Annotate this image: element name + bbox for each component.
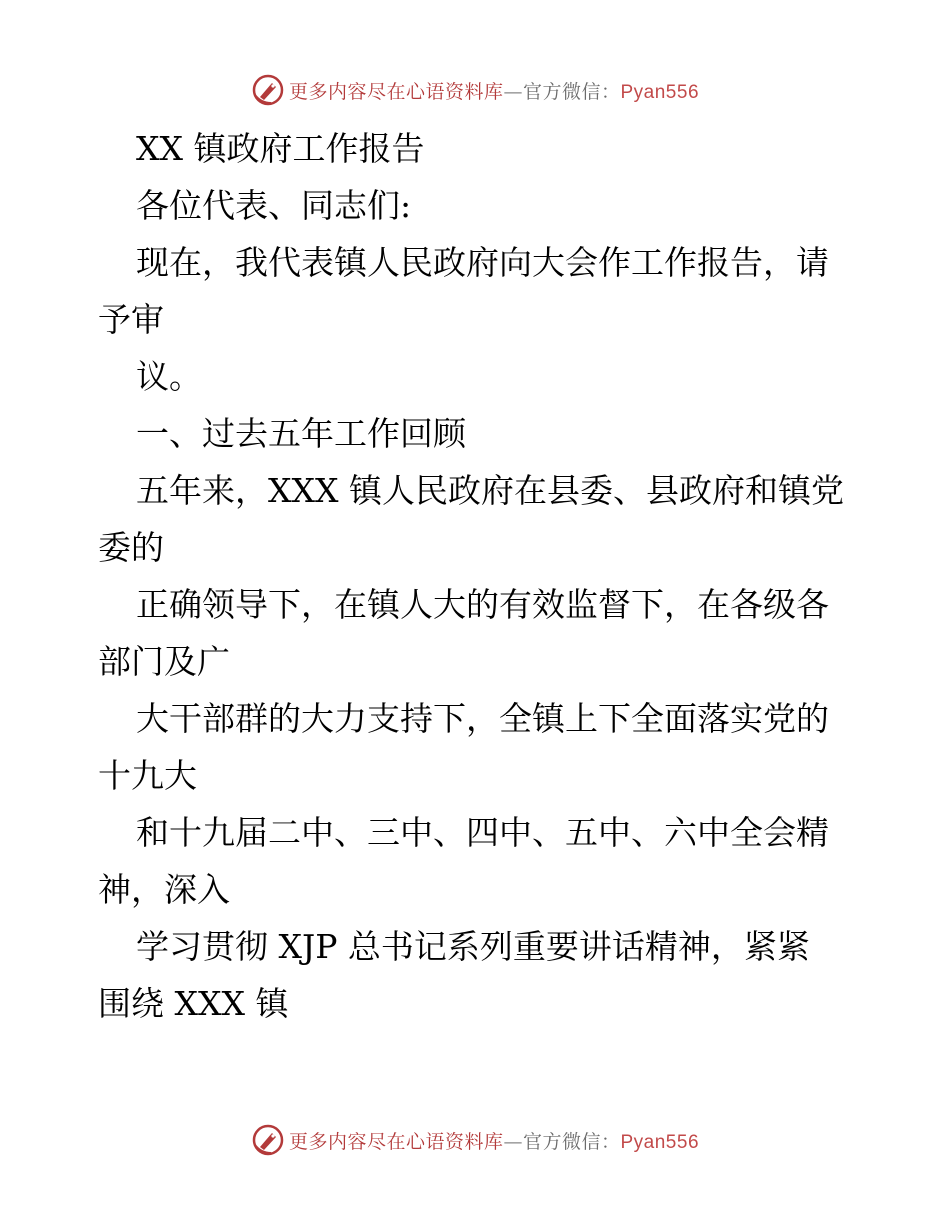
pen-nib-logo-icon — [251, 73, 285, 107]
salutation: 各位代表、同志们: — [136, 186, 412, 225]
watermark-text — [289, 77, 699, 104]
watermark-official-label: 官方微信： — [522, 80, 621, 103]
paragraph-line: 现在，我代表镇人民政府向大会作工作报告，请 — [136, 243, 829, 282]
paragraph-line: 委的 — [98, 528, 164, 567]
watermark-account: Pyan556 — [620, 81, 700, 103]
pen-nib-logo-icon — [251, 1123, 285, 1157]
watermark-text — [289, 1127, 699, 1154]
paragraph-line: 五年来，XXX 镇人民政府在县委、县政府和镇党 — [136, 471, 844, 510]
watermark-brand: 更多内容尽在心语资料库 — [288, 1130, 504, 1153]
watermark-account: Pyan556 — [620, 1131, 700, 1153]
section-heading: 一、过去五年工作回顾 — [136, 414, 466, 453]
paragraph-line: 部门及广 — [98, 642, 230, 681]
watermark-brand: 更多内容尽在心语资料库 — [288, 80, 504, 103]
paragraph-line: 围绕 XXX 镇 — [98, 984, 289, 1023]
paragraph-line: 学习贯彻 XJP 总书记系列重要讲话精神，紧紧 — [136, 927, 810, 966]
watermark-official-label: 官方微信： — [522, 1130, 621, 1153]
header-watermark — [0, 70, 950, 110]
document-body — [98, 120, 858, 1032]
paragraph-line: 正确领导下，在镇人大的有效监督下，在各级各 — [136, 585, 829, 624]
watermark-dash: — — [503, 80, 523, 103]
footer-watermark — [0, 1120, 950, 1160]
paragraph-line: 大干部群的大力支持下，全镇上下全面落实党的 — [136, 699, 829, 738]
paragraph-line: 予审 — [98, 300, 164, 339]
paragraph-line: 议。 — [136, 357, 202, 396]
watermark-dash: — — [503, 1130, 523, 1153]
paragraph-line: 神，深入 — [98, 870, 230, 909]
paragraph-line: 和十九届二中、三中、四中、五中、六中全会精 — [136, 813, 829, 852]
document-title: XX 镇政府工作报告 — [136, 129, 425, 168]
paragraph-line: 十九大 — [98, 756, 197, 795]
